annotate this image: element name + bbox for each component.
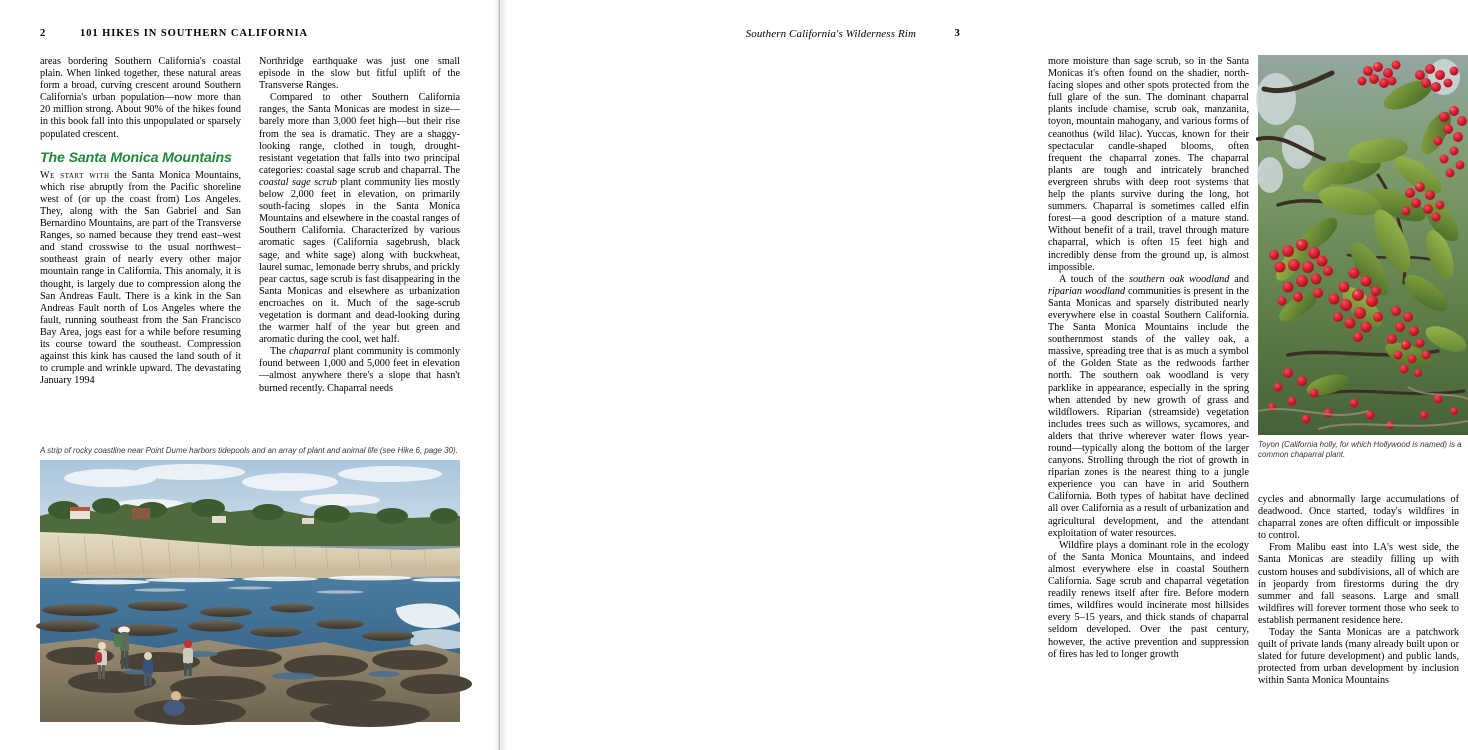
paragraph: areas bordering Southern California's coastal plain. When linked together, these natural areas form a broad, curving crescent around Southern California's urban population—now more than 20 million strong. About 90% of the hikes found in this book fall into this unpopulated or sparsely populated crescent. <box>40 56 241 140</box>
figure-toyon-plant <box>1258 55 1468 461</box>
italic-term-riparian-woodland: riparian woodland <box>1048 285 1126 297</box>
paragraph <box>259 92 460 346</box>
paragraph-text: The <box>270 346 290 358</box>
coastline-illustration <box>40 460 460 722</box>
paragraph-text: Compared to other Southern California ranges, the Santa Monicas are modest in size—barely more than 3,000 feet high—but their rise from the sea is dramatic. They are a shaggy-looking range, clothed in tough, drought-resistant vegetation that falls into two principal categories: coastal sage scrub and chaparral. The <box>259 92 460 176</box>
paragraph-text: plant community lies mostly below 2,000 feet in elevation, on primarily south-facing slopes in the Santa Monica Mountains and elsewhere in the coastal ranges of Southern California. Characterized by various aromatic sages (California sagebrush, black sage, and white sage) along with buckwheat, laurel sumac, lemonade berry shrubs, and prickly pear cactus, sage scrub is fast disappearing in the Santa Monicas and elsewhere as urbanization encroaches on it. Much of the sage-scrub vegetation is dormant and dead-looking during the warmer half of the year but green and aromatic during the cool, wet half. <box>259 176 460 346</box>
right-page-folio: 3 <box>954 28 960 39</box>
paragraph: more moisture than sage scrub, so in the Santa Monicas it's often found on the shadier, north-facing slopes and other spots protected from the full glare of the sun. The dominant chaparral plants include chamise, scrub oak, manzanita, toyon, mountain mahogany, and various forms of ceanothus (wild lilac). Yuccas, known for their spectacular candle-shaped blooms, often frequent the chaparral zones. The chaparral plants are tough and intricately branched evergreen shrubs with deep root systems that help the plants survive during the long, hot summers. Chaparral is sometimes called elfin forest—a good description of a mature stand. Without benefit of a trail, travel through mature chaparral, which is often 15 feet high and incredibly dense from the ground up, is almost impossible. <box>1048 56 1249 273</box>
paragraph: From Malibu east into LA's west side, the Santa Monicas are steadily filling up with custom houses and subdivisions, all of which are in jeopardy from firestorms during the dry summer and fall seasons. Large and small wildfires will forever torment those who seek to establish permanent residence here. <box>1258 542 1459 626</box>
italic-term-coastal-sage-scrub: coastal sage scrub <box>259 176 337 188</box>
right-page <box>500 0 1462 750</box>
left-page <box>0 0 500 750</box>
point-dume-coastline-photo <box>40 460 460 722</box>
paragraph-text: plant community is commonly found between 1,000 and 5,000 feet in elevation—almost anywhere there's a slope that hasn't burned recently. Chaparral needs <box>259 346 460 394</box>
right-page-column-2 <box>1258 494 1459 688</box>
italic-term-chaparral: chaparral <box>289 346 330 358</box>
small-caps-opening: We start with <box>40 169 110 181</box>
left-page-columns <box>40 56 460 395</box>
figure-caption: A strip of rocky coastline near Point Dume harbors tidepools and an array of plant and animal life (see Hike 6, page 30). <box>40 446 458 455</box>
paragraph-text: and <box>1229 273 1249 285</box>
paragraph-text: the Santa Monica Mountains, which rise abruptly from the Pacific shoreline west of (or up the coast from) Los Angeles. They, along with the San Gabriel and San Bernardino Mountains, are part of the Transverse Ranges, so named because they trend east–west and stand crosswise to the usual northwest–southeast grain of nearly every other major mountain range in California. This anomaly, it is thought, is largely due to compression along the San Andreas Fault. There is a kink in the San Andreas Fault north of Los Angeles where the fault, running southeast from the San Francisco Bay Area, jogs east for a while before resuming its course toward the southeast. Compression against this kink has caused the land south of it to crumple and wrinkle upward. The devastating January 1994 <box>40 169 241 387</box>
paragraph: cycles and abnormally large accumulations of deadwood. Once started, today's wildfires in chaparral zones are often difficult or impossible to control. <box>1258 494 1459 542</box>
left-page-column-2 <box>259 56 460 395</box>
italic-term-southern-oak-woodland: southern oak woodland <box>1129 273 1230 285</box>
paragraph-text: communities is present in the Santa Monicas and sparsely distributed nearly everywhere else in coastal Southern California. The Santa Monica Mountains include the southernmost stands of the valley oak, a massive, spreading tree that is as much a symbol of the Golden State as the redwoods farther north. The southern oak woodland is very parklike in appearance, especially in the spring when attended by new growth of grass and wildflowers. Riparian (streamside) vegetation includes trees such as willows, sycamores, and alders that thrive wherever water flows year-round—typically along the bottom of the larger canyons. Strolling through the riot of growth in riparian zones is the nearest thing to a jungle experience you can have in arid Southern California. Both types of habitat have declined all over California as a result of urbanization and agricultural development, and the attendant exploitation of water resources. <box>1048 285 1249 539</box>
paragraph <box>1048 274 1249 540</box>
figure-point-dume-coastline <box>40 446 460 722</box>
paragraph: Northridge earthquake was just one small episode in the slow but fitful uplift of the Transverse Ranges. <box>259 56 460 92</box>
left-page-column-1 <box>40 56 241 395</box>
paragraph-text: A touch of the <box>1059 273 1129 285</box>
right-page-running-head: Southern California's Wilderness Rim <box>745 28 916 40</box>
left-page-running-head: 101 HIKES IN SOUTHERN CALIFORNIA <box>80 28 309 39</box>
paragraph <box>259 346 460 394</box>
paragraph: Wildfire plays a dominant role in the ecology of the Santa Monica Mountains, and indeed almost everywhere else in coastal Southern California. Sage scrub and chaparral vegetation readily renews itself after fire. Before modern times, wildfires would incinerate most hillsides every 5–15 years, and thick stands of chaparral seldom developed. Over the past century, however, the active prevention and suppression of fires has led to longer growth <box>1048 539 1249 660</box>
toyon-illustration <box>1258 55 1468 435</box>
toyon-plant-photo <box>1258 55 1468 435</box>
figure-caption: Toyon (California holly, for which Hollywood is named) is a common chaparral plant. <box>1258 440 1462 460</box>
paragraph: Today the Santa Monicas are a patchwork quilt of private lands (many already built upon or slated for future development) and public lands, protected from urban development by inclusion within Santa Monica Mountains <box>1258 627 1459 687</box>
left-page-folio: 2 <box>40 28 46 39</box>
paragraph <box>40 170 241 388</box>
right-page-column-1 <box>1048 56 1249 661</box>
section-heading-santa-monica-mountains: The Santa Monica Mountains <box>40 149 232 166</box>
